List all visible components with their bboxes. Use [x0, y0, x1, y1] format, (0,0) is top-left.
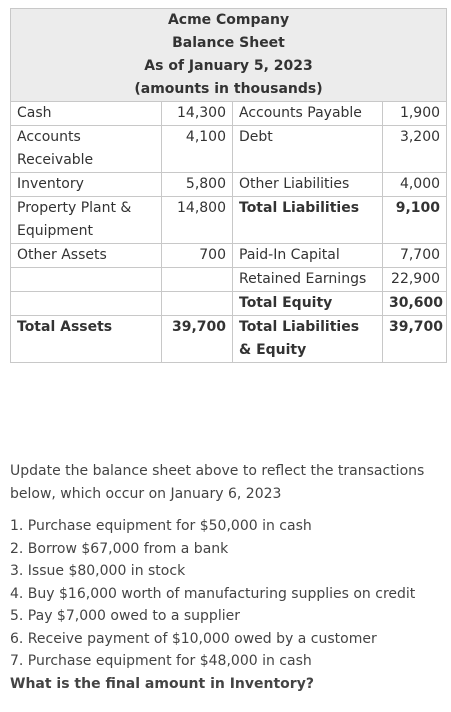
transaction-list: [10, 515, 440, 673]
asset-label: Inventory: [11, 173, 162, 197]
liability-label: Other Liabilities: [233, 173, 383, 197]
table-row: [11, 244, 447, 268]
liability-value: 22,900: [383, 268, 447, 292]
liability-label: Total Liabilities: [233, 197, 383, 244]
liability-value: 7,700: [383, 244, 447, 268]
question-intro: Update the balance sheet above to reflect the transactions below, which occur on January 6, 2023: [10, 463, 425, 502]
asset-label: Cash: [11, 102, 162, 126]
table-row: [11, 102, 447, 126]
liability-value: 1,900: [383, 102, 447, 126]
asset-label: [11, 292, 162, 316]
liability-label: Accounts Payable: [233, 102, 383, 126]
table-row: [11, 173, 447, 197]
liability-value: 30,600: [383, 292, 447, 316]
company-name: Acme Company: [167, 12, 290, 28]
list-item: 4. Buy $16,000 worth of manufacturing supplies on credit: [10, 585, 416, 602]
asset-value: [162, 268, 233, 292]
liability-value: 39,700: [383, 316, 447, 363]
asset-value: 14,300: [162, 102, 233, 126]
asset-label: Accounts Receivable: [11, 126, 162, 173]
asset-value: [162, 292, 233, 316]
table-row: [11, 292, 447, 316]
asset-label: Property Plant & Equipment: [11, 197, 162, 244]
liability-value: 3,200: [383, 126, 447, 173]
asset-value: 700: [162, 244, 233, 268]
table-row: [11, 268, 447, 292]
header-row: [11, 9, 447, 102]
list-item: 7. Purchase equipment for $48,000 in cash: [10, 653, 312, 669]
table-header: [11, 9, 447, 102]
liability-label: Paid-In Capital: [233, 244, 383, 268]
asset-label: Other Assets: [11, 244, 162, 268]
asset-label: Total Assets: [11, 316, 162, 363]
table-row: [11, 126, 447, 173]
question-block: [10, 460, 440, 696]
list-item: 5. Pay $7,000 owed to a supplier: [10, 608, 240, 624]
list-item: 1. Purchase equipment for $50,000 in cash: [10, 518, 312, 534]
asset-label: [11, 268, 162, 292]
liability-label: Debt: [233, 126, 383, 173]
balance-sheet: [10, 8, 446, 363]
liability-value: 9,100: [383, 197, 447, 244]
asset-value: 4,100: [162, 126, 233, 173]
list-item: 2. Borrow $67,000 from a bank: [10, 540, 229, 557]
sheet-date: As of January 5, 2023: [144, 58, 313, 74]
balance-sheet-table: [10, 8, 447, 363]
asset-value: 14,800: [162, 197, 233, 244]
liability-label: Retained Earnings: [233, 268, 383, 292]
liability-label: Total Equity: [233, 292, 383, 316]
list-item: 6. Receive payment of $10,000 owed by a customer: [10, 630, 377, 647]
table-row: [11, 316, 447, 363]
question-prompt: What is the final amount in Inventory?: [10, 675, 314, 692]
sheet-units: (amounts in thousands): [134, 81, 323, 97]
asset-value: 5,800: [162, 173, 233, 197]
liability-value: 4,000: [383, 173, 447, 197]
sheet-title: Balance Sheet: [172, 35, 285, 51]
asset-value: 39,700: [162, 316, 233, 363]
list-item: 3. Issue $80,000 in stock: [10, 563, 186, 579]
table-row: [11, 197, 447, 244]
liability-label: Total Liabilities & Equity: [233, 316, 383, 363]
